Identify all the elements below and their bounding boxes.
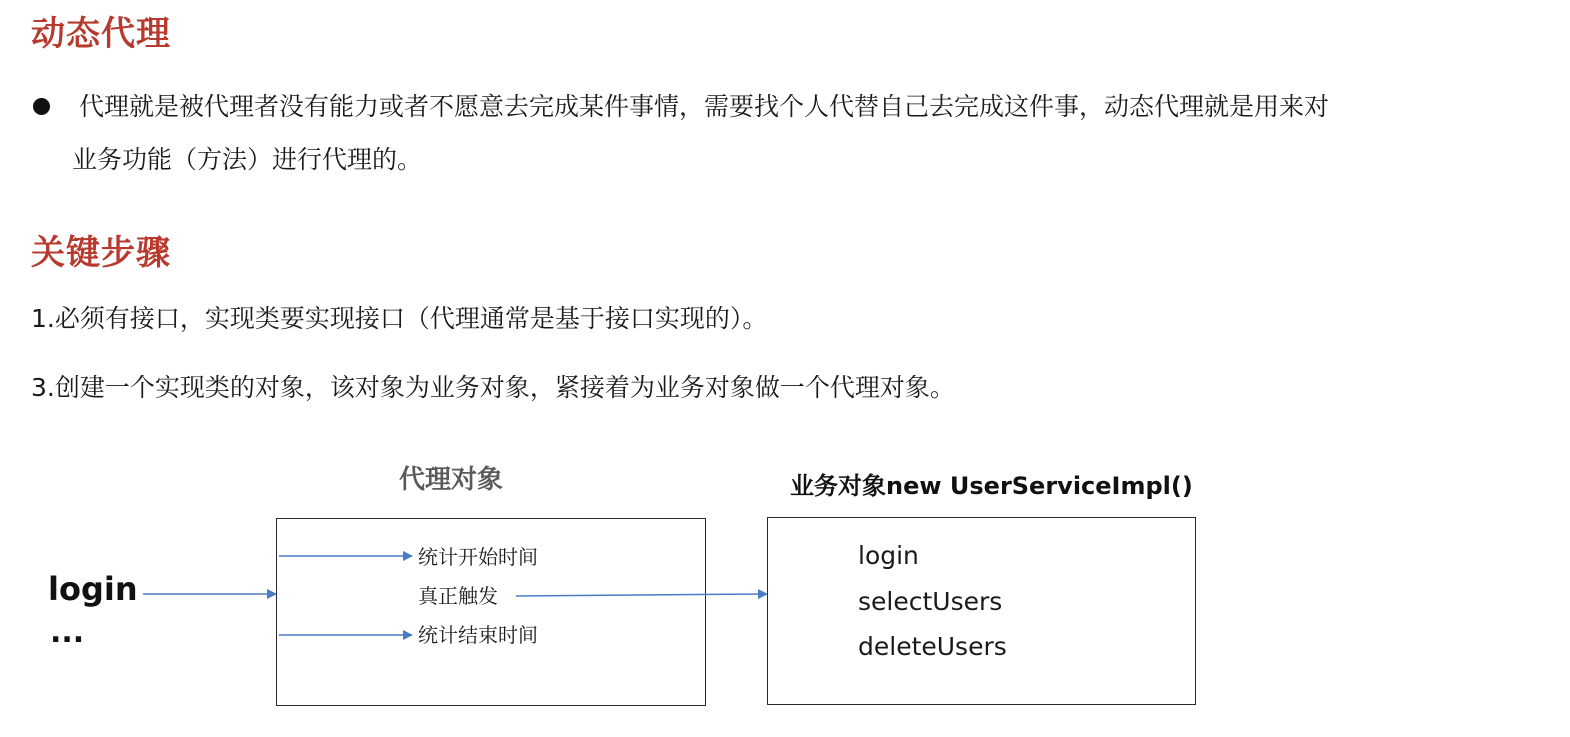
step-1: 1.必须有接口，实现类要实现接口（代理通常是基于接口实现的）。 <box>31 304 768 333</box>
bullet-icon <box>33 98 50 115</box>
caller-login-label: login <box>48 570 138 608</box>
proxy-object-title: 代理对象 <box>399 465 504 495</box>
proxy-item-start-time: 统计开始时间 <box>418 545 538 569</box>
business-method-selectusers: selectUsers <box>858 587 1003 616</box>
proxy-item-end-time: 统计结束时间 <box>418 623 538 647</box>
bullet-text-line2: 业务功能（方法）进行代理的。 <box>72 145 423 174</box>
business-method-login: login <box>858 541 919 570</box>
step-3: 3.创建一个实现类的对象，该对象为业务对象，紧接着为业务对象做一个代理对象。 <box>31 373 955 402</box>
business-method-deleteusers: deleteUsers <box>858 632 1007 661</box>
heading-dynamic-proxy: 动态代理 <box>31 14 171 54</box>
caller-ellipsis: ... <box>50 615 85 650</box>
business-object-title: 业务对象new UserServiceImpl() <box>790 472 1193 500</box>
bullet-text-line1: 代理就是被代理者没有能力或者不愿意去完成某件事情，需要找个人代替自己去完成这件事，动态代理就是用来对 <box>79 92 1330 121</box>
proxy-item-invoke: 真正触发 <box>418 584 498 608</box>
heading-key-steps: 关键步骤 <box>31 233 171 273</box>
